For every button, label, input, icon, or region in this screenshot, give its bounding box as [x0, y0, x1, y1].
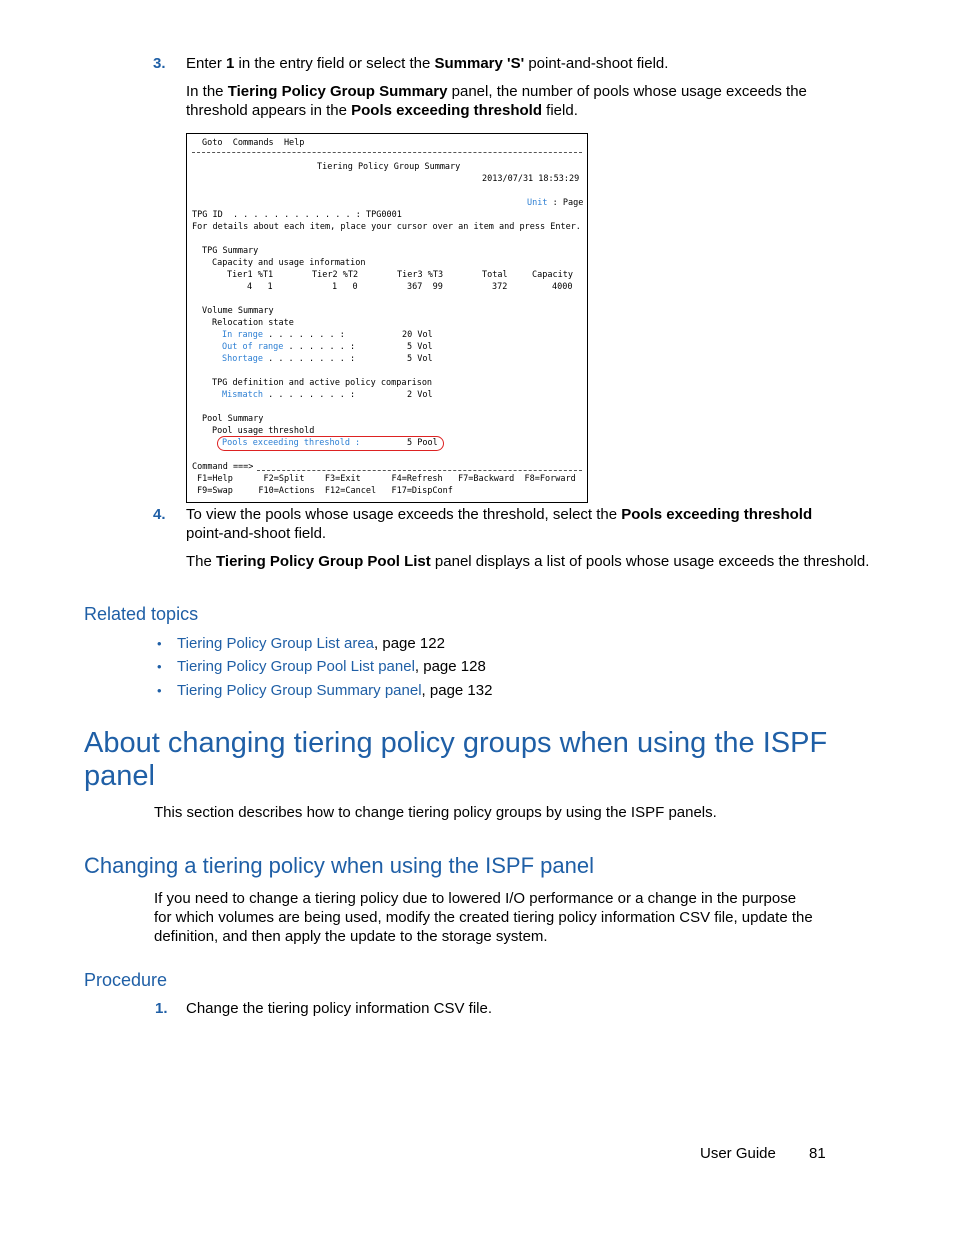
- cap-usage: Capacity and usage information: [212, 258, 366, 268]
- pools-exceeding-threshold-field[interactable]: Pools exceeding threshold :: [222, 438, 361, 448]
- section-title: panel: [84, 760, 155, 792]
- step-description: threshold appears in the Pools exceeding threshold field.: [186, 102, 578, 119]
- tpg-definition: TPG definition and active policy comparison: [212, 378, 433, 388]
- paragraph-line: If you need to change a tiering policy due to lowered I/O performance or a change in the purpose: [154, 890, 797, 907]
- volume-summary: Volume Summary: [202, 306, 274, 316]
- procedure-heading: Procedure: [84, 970, 168, 990]
- related-link[interactable]: Tiering Policy Group Pool List panel: [177, 658, 415, 675]
- field-value: 20 Vol: [402, 330, 433, 340]
- bullet: •: [157, 683, 162, 698]
- related-link[interactable]: Tiering Policy Group Summary panel: [177, 682, 422, 699]
- cell-value: 372: [492, 282, 508, 292]
- section-title: About changing tiering policy groups when using the ISPF: [84, 727, 828, 759]
- related-item: Tiering Policy Group List area, page 122: [177, 635, 445, 652]
- step-description: The Tiering Policy Group Pool List panel displays a list of pools whose usage exceeds the threshold.: [186, 553, 870, 570]
- related-item: Tiering Policy Group Summary panel, page 132: [177, 682, 493, 699]
- menu-bar: Goto Commands Help: [202, 138, 305, 148]
- field-value: 5 Vol: [407, 342, 433, 352]
- subsection-title: Changing a tiering policy when using the ISPF panel: [84, 853, 594, 878]
- col-header: Tier2 %T2: [312, 270, 359, 280]
- tpg-summary: TPG Summary: [202, 246, 259, 256]
- cell-value: 4 1: [247, 282, 273, 292]
- bullet: •: [157, 659, 162, 674]
- field-value: 5 Vol: [407, 354, 433, 364]
- col-header: Total: [482, 270, 508, 280]
- related-topics-heading: Related topics: [84, 604, 199, 624]
- shortage-field[interactable]: Shortage . . . . . . . . :: [222, 354, 356, 364]
- step-number: 3.: [153, 55, 166, 72]
- function-keys: F9=Swap F10=Actions F12=Cancel F17=DispConf: [197, 486, 453, 496]
- cell-value: 367 99: [407, 282, 443, 292]
- paragraph-line: definition, and then apply the update to the storage system.: [154, 928, 548, 945]
- step-text: To view the pools whose usage exceeds the threshold, select the Pools exceeding threshold: [186, 506, 813, 523]
- details-hint: For details about each item, place your cursor over an item and press Enter.: [192, 222, 581, 232]
- relocation-state: Relocation state: [212, 318, 294, 328]
- step-description: In the Tiering Policy Group Summary panel, the number of pools whose usage exceeds the: [186, 83, 807, 100]
- step-number: 4.: [153, 506, 166, 523]
- cell-value: 1 0: [332, 282, 358, 292]
- out-of-range-field[interactable]: Out of range . . . . . . :: [222, 342, 356, 352]
- step-text: Enter 1 in the entry field or select the Summary 'S' point-and-shoot field.: [186, 55, 669, 72]
- datetime: 2013/07/31 18:53:29: [482, 174, 580, 184]
- col-header: Capacity: [532, 270, 573, 280]
- function-keys: F1=Help F2=Split F3=Exit F4=Refresh F7=Backward F8=Forward: [197, 474, 576, 484]
- section-intro: This section describes how to change tiering policy groups by using the ISPF panels.: [154, 804, 717, 821]
- pool-usage: Pool usage threshold: [212, 426, 315, 436]
- col-header: Tier1 %T1: [227, 270, 274, 280]
- tpg-id: TPG ID . . . . . . . . . . . . : TPG0001: [192, 210, 402, 220]
- step-number: 1.: [155, 1000, 168, 1017]
- paragraph-line: for which volumes are being used, modify the created tiering policy information CSV file, update the: [154, 909, 813, 926]
- cell-value: 4000: [552, 282, 573, 292]
- page-number: 81: [809, 1145, 826, 1162]
- related-item: Tiering Policy Group Pool List panel, page 128: [177, 658, 486, 675]
- ispf-screenshot: [186, 133, 588, 503]
- step-text: Change the tiering policy information CSV file.: [186, 1000, 492, 1017]
- bullet: •: [157, 636, 162, 651]
- col-header: Tier3 %T3: [397, 270, 444, 280]
- step-text: point-and-shoot field.: [186, 525, 327, 542]
- command-prompt: Command ===>: [192, 462, 254, 472]
- field-value: 2 Vol: [407, 390, 433, 400]
- related-link[interactable]: Tiering Policy Group List area: [177, 635, 375, 652]
- in-range-field[interactable]: In range . . . . . . . :: [222, 330, 345, 340]
- unit: Unit : Page: [527, 198, 584, 208]
- footer-label: User Guide: [700, 1145, 776, 1162]
- field-value: 5 Pool: [407, 438, 438, 448]
- mismatch-field[interactable]: Mismatch . . . . . . . . :: [222, 390, 356, 400]
- pool-summary: Pool Summary: [202, 414, 264, 424]
- panel-title: Tiering Policy Group Summary: [317, 162, 461, 172]
